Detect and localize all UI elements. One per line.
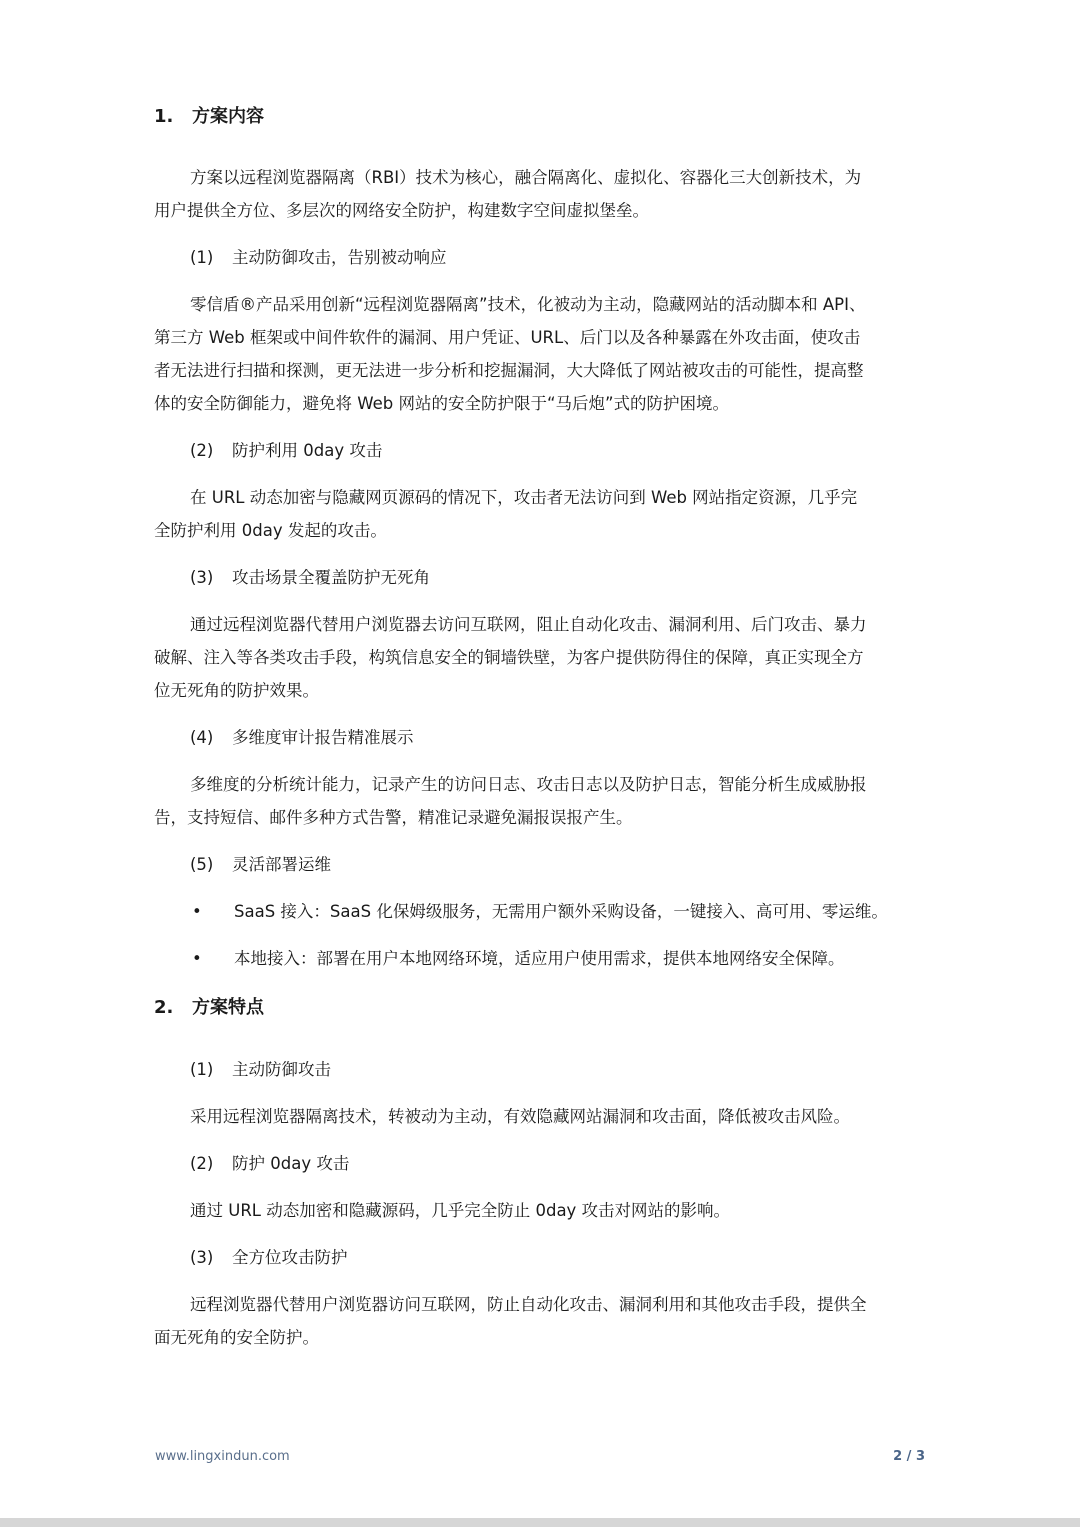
subheading: (2) 防护 0day 攻击 [190, 1154, 350, 1173]
section-2-heading [154, 993, 926, 1023]
bullet-icon: • [192, 902, 202, 921]
section-number: 1. [154, 106, 174, 127]
subheading: (1) 主动防御攻击，告别被动响应 [190, 248, 447, 267]
subheading: (4) 多维度审计报告精准展示 [190, 728, 414, 747]
paragraph: 采用远程浏览器隔离技术，转被动为主动，有效隐藏网站漏洞和攻击面，降低被攻击风险。 [190, 1107, 850, 1126]
paragraph: 远程浏览器代替用户浏览器访问互联网，防止自动化攻击、漏洞利用和其他攻击手段，提供全 面无死角的安全防护。 [154, 1295, 867, 1347]
bullet-item: • 本地接入：部署在用户本地网络环境，适应用户使用需求，提供本地网络安全保障。 [154, 942, 926, 975]
section-number: 2. [154, 997, 174, 1018]
paragraph: 通过远程浏览器代替用户浏览器去访问互联网，阻止自动化攻击、漏洞利用、后门攻击、暴力 破解、注入等各类攻击手段，构筑信息安全的铜墙铁壁，为客户提供防得住的保障，真正实现全方 位无死角的防护效果。 [154, 615, 867, 700]
page-content [154, 100, 926, 1354]
bullet-icon: • [192, 949, 202, 968]
footer-website-link[interactable]: www.lingxindun.com [155, 1449, 290, 1464]
paragraph: 在 URL 动态加密与隐藏网页源码的情况下，攻击者无法访问到 Web 网站指定资源，几乎完 全防护利用 0day 发起的攻击。 [154, 488, 858, 540]
paragraph: 通过 URL 动态加密和隐藏源码，几乎完全防止 0day 攻击对网站的影响。 [190, 1201, 731, 1220]
bullet-item: • SaaS 接入：SaaS 化保姆级服务，无需用户额外采购设备，一键接入、高可用、零运维。 [154, 895, 926, 928]
section-1-heading [154, 102, 926, 132]
section-title: 方案特点 [192, 997, 264, 1018]
paragraph: 零信盾®产品采用创新“远程浏览器隔离”技术，化被动为主动，隐藏网站的活动脚本和 API、 第三方 Web 框架或中间件软件的漏洞、用户凭证、URL、后门以及各种暴露在外攻击面，使攻击 者无法进行扫描和探测，更无法进一步分析和挖掘漏洞，大大降低了网站被攻击的可能性，提高整 体的安全防御能力，避免将 Web 网站的安全防护限于“马后炮”式的防护困境。 [154, 295, 866, 413]
paragraph: 方案以远程浏览器隔离（RBI）技术为核心，融合隔离化、虚拟化、容器化三大创新技术，为 用户提供全方位、多层次的网络安全防护，构建数字空间虚拟堡垒。 [154, 168, 862, 220]
subheading: (3) 全方位攻击防护 [190, 1248, 348, 1267]
subheading: (3) 攻击场景全覆盖防护无死角 [190, 568, 430, 587]
page-bottom-divider [0, 1518, 1080, 1527]
page-number: 2 / 3 [893, 1449, 925, 1464]
section-title: 方案内容 [192, 106, 264, 127]
subheading: (1) 主动防御攻击 [190, 1060, 331, 1079]
subheading: (5) 灵活部署运维 [190, 855, 331, 874]
paragraph: 多维度的分析统计能力，记录产生的访问日志、攻击日志以及防护日志，智能分析生成威胁报 告，支持短信、邮件多种方式告警，精准记录避免漏报误报产生。 [154, 775, 867, 827]
subheading: (2) 防护利用 0day 攻击 [190, 441, 383, 460]
